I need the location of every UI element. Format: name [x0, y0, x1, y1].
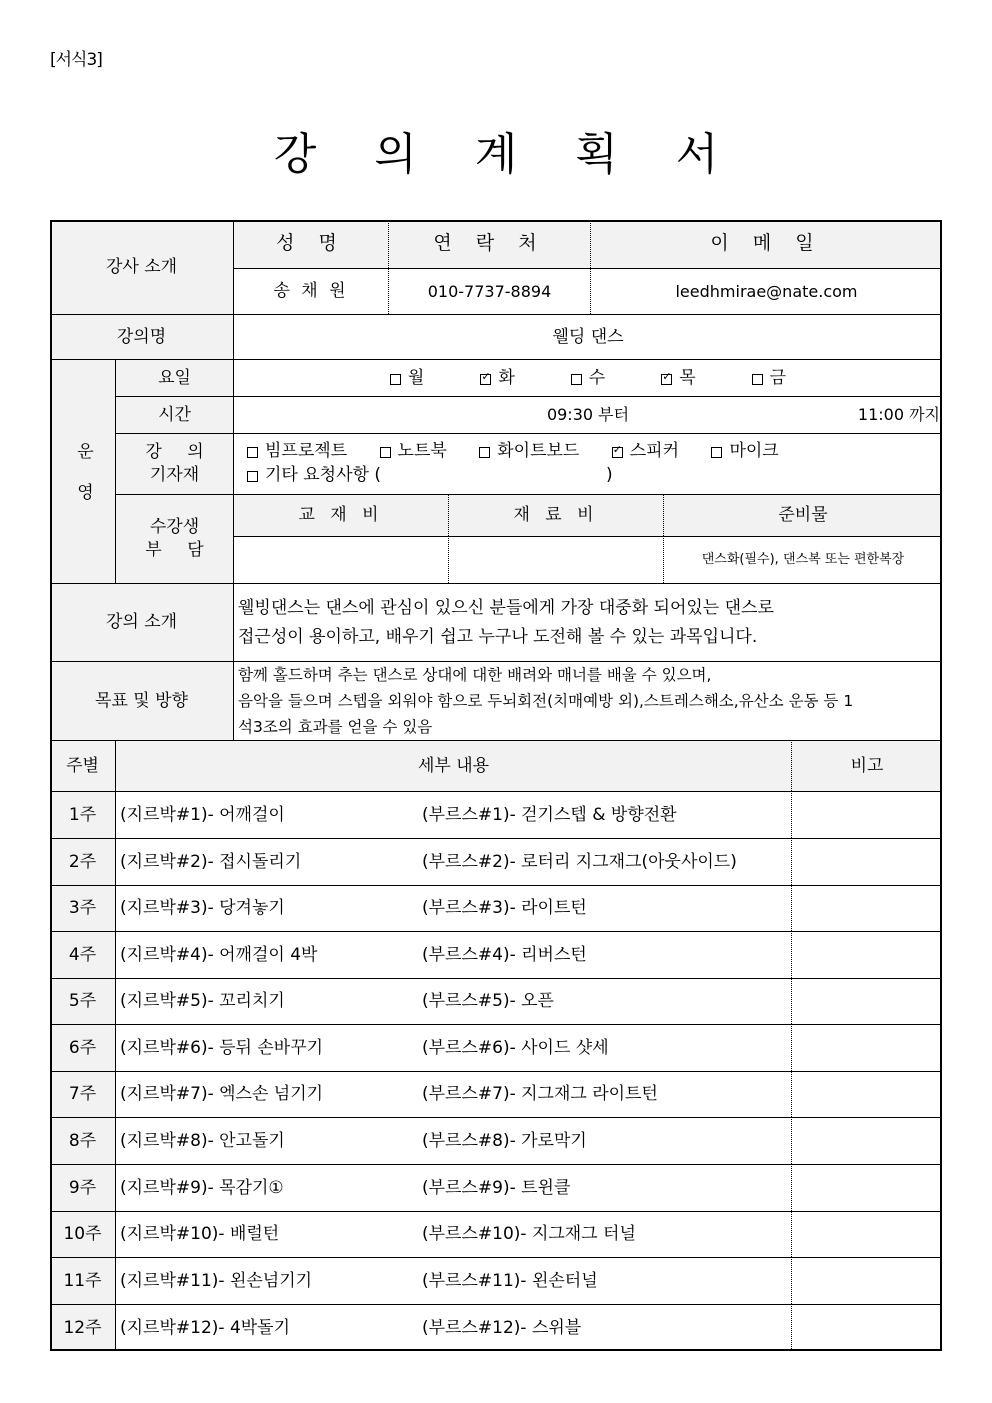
intro-text: [233, 583, 942, 661]
checked-checkbox-icon[interactable]: [480, 374, 491, 385]
content-cell: [115, 1304, 791, 1351]
equip-other-label: 기타 요청사항 (: [265, 465, 381, 485]
checkbox-icon[interactable]: [247, 447, 258, 458]
email-header: 이 메 일: [590, 220, 942, 268]
week-cell: 7주: [50, 1071, 115, 1117]
goals-line: 음악을 들으며 스텝을 외워야 함으로 두뇌회전(치매예방 외),스트레스해소,유산소 운동 등 1: [238, 692, 854, 710]
name-header: 성 명: [233, 220, 388, 268]
day-label: 목: [679, 367, 696, 388]
checkbox-icon[interactable]: [711, 447, 722, 458]
checkbox-icon[interactable]: [390, 374, 401, 385]
equip-label: 마이크: [729, 441, 779, 462]
instructor-email: leedhmirae@nate.com: [590, 268, 942, 314]
week-cell: 5주: [50, 978, 115, 1024]
equipment-row-2: [247, 464, 640, 488]
equip-option-projector[interactable]: [247, 440, 347, 463]
jitterbug-item: (지르박#10)- 배럴턴: [120, 1224, 280, 1245]
checkbox-icon[interactable]: [571, 374, 582, 385]
blues-item: (부르스#1)- 걷기스텝 & 방향전환: [422, 804, 677, 825]
note-cell: [791, 931, 942, 978]
instructor-name: 송 채 원: [233, 268, 388, 314]
form-number: [서식3]: [50, 50, 102, 70]
student-cost-label-line2: 부 담: [145, 540, 214, 560]
operation-label-text: 운 영: [72, 441, 93, 502]
equipment-label-line2: 기자재: [149, 465, 200, 485]
equip-label: 빔프로젝트: [265, 441, 348, 462]
jitterbug-item: (지르박#5)- 꼬리치기: [120, 991, 285, 1012]
checkbox-icon[interactable]: [479, 447, 490, 458]
jitterbug-item: (지르박#2)- 접시돌리기: [120, 851, 302, 872]
week-cell: 4주: [50, 931, 115, 978]
note-cell: [791, 1024, 942, 1071]
textbook-cost-header: 교 재 비: [233, 494, 448, 536]
week-cell: 10주: [50, 1211, 115, 1257]
day-option-fri[interactable]: [752, 367, 786, 390]
day-option-tue[interactable]: [480, 367, 514, 390]
week-cell: 2주: [50, 838, 115, 885]
week-cell: 8주: [50, 1117, 115, 1164]
checkbox-icon[interactable]: [247, 471, 258, 482]
jitterbug-item: (지르박#9)- 목감기①: [120, 1177, 284, 1198]
content-header: 세부 내용: [115, 740, 791, 791]
document-title: 강 의 계 획 서: [273, 129, 741, 180]
instructor-section-label: 강사 소개: [50, 220, 233, 314]
goals-line: 석3조의 효과를 얻을 수 있음: [238, 718, 433, 736]
day-label: 월: [407, 367, 425, 388]
note-cell: [791, 978, 942, 1024]
week-cell: 6주: [50, 1024, 115, 1071]
blues-item: (부르스#4)- 리버스턴: [422, 944, 587, 965]
week-cell: 12주: [50, 1304, 115, 1351]
note-cell: [791, 791, 942, 838]
week-header: 주별: [50, 740, 115, 791]
day-label: 금: [769, 367, 787, 388]
note-header: 비고: [791, 740, 942, 791]
supplies-header: 준비물: [663, 494, 942, 536]
content-cell: [115, 1257, 791, 1304]
day-label: 화: [498, 367, 515, 388]
equipment-row-1: [247, 440, 806, 464]
content-cell: [115, 931, 791, 978]
content-cell: [115, 1071, 791, 1117]
equip-label: 스피커: [629, 441, 680, 462]
jitterbug-item: (지르박#8)- 안고돌기: [120, 1130, 285, 1151]
equip-option-laptop[interactable]: [380, 440, 447, 463]
blues-item: (부르스#6)- 사이드 샷세: [422, 1037, 609, 1058]
checked-checkbox-icon[interactable]: [661, 374, 672, 385]
equip-label: 화이트보드: [497, 441, 580, 462]
blues-item: (부르스#5)- 오픈: [422, 991, 554, 1012]
note-cell: [791, 1071, 942, 1117]
equip-label: 노트북: [397, 441, 447, 462]
blues-item: (부르스#8)- 가로막기: [422, 1130, 587, 1151]
time-start: 09:30 부터: [233, 396, 942, 433]
content-cell: [115, 791, 791, 838]
note-cell: [791, 838, 942, 885]
instructor-phone: 010-7737-8894: [388, 268, 590, 314]
intro-line: 웰빙댄스는 댄스에 관심이 있으신 분들에게 가장 대중화 되어있는 댄스로: [238, 597, 774, 618]
equip-option-other[interactable]: [247, 464, 613, 487]
jitterbug-item: (지르박#11)- 왼손넘기기: [120, 1270, 313, 1291]
jitterbug-item: (지르박#3)- 당겨놓기: [120, 898, 285, 919]
jitterbug-item: (지르박#7)- 엑스손 넘기기: [120, 1084, 324, 1105]
day-option-wed[interactable]: [571, 367, 605, 390]
intro-line: 접근성이 용이하고, 배우기 쉽고 누구나 도전해 볼 수 있는 과목입니다.: [238, 626, 758, 647]
equip-option-whiteboard[interactable]: [479, 440, 579, 463]
day-option-mon[interactable]: [390, 367, 424, 390]
blues-item: (부르스#10)- 지그재그 터널: [422, 1224, 636, 1245]
checkbox-icon[interactable]: [752, 374, 763, 385]
course-name-label: 강의명: [50, 314, 233, 359]
content-cell: [115, 885, 791, 931]
jitterbug-item: (지르박#1)- 어깨걸이: [120, 804, 285, 825]
supplies-value: 댄스화(필수), 댄스복 또는 편한복장: [663, 536, 942, 583]
time-label: 시간: [115, 396, 233, 433]
blues-item: (부르스#3)- 라이트턴: [422, 898, 587, 919]
course-name: 웰딩 댄스: [233, 314, 942, 359]
note-cell: [791, 1164, 942, 1211]
blues-item: (부르스#7)- 지그재그 라이트턴: [422, 1084, 658, 1105]
operation-label: [50, 359, 115, 583]
note-cell: [791, 1304, 942, 1351]
week-cell: 1주: [50, 791, 115, 838]
goals-label: 목표 및 방향: [50, 661, 233, 740]
material-cost-value: [448, 536, 663, 583]
equipment-label: [115, 433, 233, 494]
day-option-thu[interactable]: [661, 367, 695, 390]
note-cell: [791, 1117, 942, 1164]
content-cell: [115, 838, 791, 885]
blues-item: (부르스#12)- 스위블: [422, 1317, 582, 1338]
days-options: [233, 359, 942, 396]
equip-option-microphone[interactable]: [711, 440, 778, 463]
contact-header: 연 락 처: [388, 220, 590, 268]
jitterbug-item: (지르박#4)- 어깨걸이 4박: [120, 944, 318, 965]
note-cell: [791, 885, 942, 931]
jitterbug-item: (지르박#6)- 등뒤 손바꾸기: [120, 1037, 324, 1058]
content-cell: [115, 1024, 791, 1071]
blues-item: (부르스#11)- 왼손터널: [422, 1270, 598, 1291]
checkbox-icon[interactable]: [380, 447, 391, 458]
intro-label: 강의 소개: [50, 583, 233, 661]
content-cell: [115, 1117, 791, 1164]
week-cell: 3주: [50, 885, 115, 931]
content-cell: [115, 978, 791, 1024]
equipment-options: [233, 433, 942, 494]
goals-text: [233, 661, 942, 740]
note-cell: [791, 1257, 942, 1304]
blues-item: (부르스#9)- 트윈클: [422, 1177, 571, 1198]
checked-checkbox-icon[interactable]: [612, 447, 623, 458]
content-cell: [115, 1164, 791, 1211]
equip-option-speaker[interactable]: [612, 440, 679, 463]
textbook-cost-value: [233, 536, 448, 583]
days-label: 요일: [115, 359, 233, 396]
note-cell: [791, 1211, 942, 1257]
student-cost-label-line1: 수강생: [149, 517, 200, 538]
student-cost-label: [115, 494, 233, 583]
equipment-label-line1: 강 의: [145, 442, 214, 463]
material-cost-header: 재 료 비: [448, 494, 663, 536]
blues-item: (부르스#2)- 로터리 지그재그(아웃사이드): [422, 851, 737, 872]
jitterbug-item: (지르박#12)- 4박돌기: [120, 1317, 291, 1338]
content-cell: [115, 1211, 791, 1257]
goals-line: 함께 홀드하며 추는 댄스로 상대에 대한 배려와 매너를 배울 수 있으며,: [238, 666, 712, 684]
week-cell: 11주: [50, 1257, 115, 1304]
day-label: 수: [588, 367, 606, 388]
time-end: 11:00 까지: [857, 405, 940, 425]
week-cell: 9주: [50, 1164, 115, 1211]
equip-other-close: ): [605, 465, 613, 485]
